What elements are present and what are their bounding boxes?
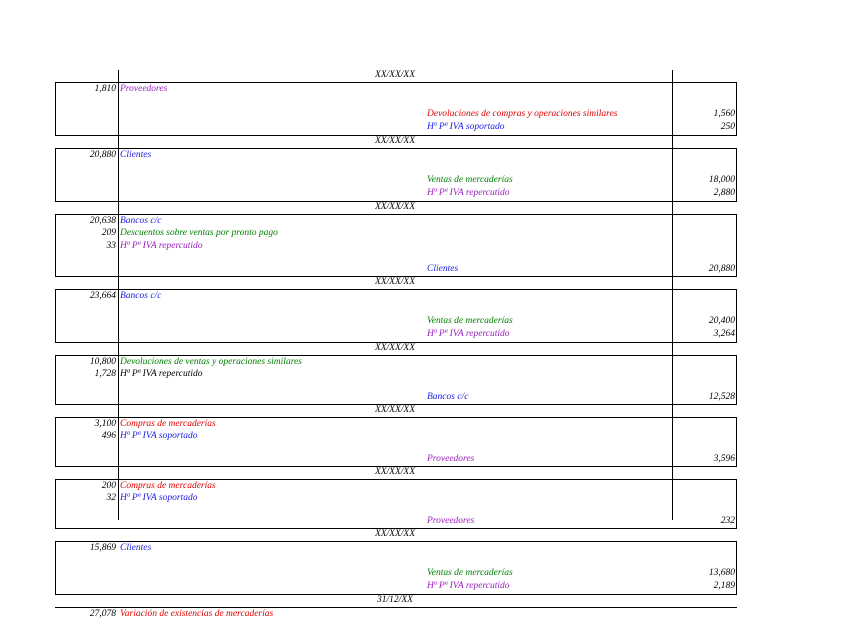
- debit-amount: 20,880: [89, 149, 116, 160]
- entry-left-edge: [55, 417, 56, 466]
- credit-line: [0, 515, 848, 527]
- debit-account: Compras de mercaderías: [120, 480, 216, 491]
- credit-line: [0, 580, 848, 592]
- debit-amount: 15,869: [89, 542, 116, 553]
- debit-line: [0, 215, 848, 227]
- debit-account: Variación de existencias de mercaderías: [120, 608, 274, 619]
- credit-line: [0, 174, 848, 186]
- credit-line: [0, 263, 848, 275]
- entry-right-edge: [736, 148, 737, 201]
- entry-right-edge: [736, 417, 737, 466]
- credit-line: [0, 108, 848, 120]
- entry-date: XX/XX/XX: [374, 202, 416, 212]
- credit-account: Proveedores: [427, 453, 475, 464]
- credit-account: Devoluciones de compras y operaciones similares: [427, 109, 618, 120]
- entry-date: XX/XX/XX: [374, 467, 416, 477]
- debit-line: [0, 368, 848, 380]
- credit-account: Clientes: [427, 263, 459, 274]
- entry-right-edge: [736, 355, 737, 404]
- debit-amount: 1,810: [94, 83, 116, 94]
- credit-amount: 3,264: [713, 329, 735, 340]
- entry-date: 31/12/XX: [377, 595, 413, 605]
- credit-line: [0, 121, 848, 133]
- debit-line: [0, 227, 848, 239]
- entry-right-edge: [736, 82, 737, 135]
- debit-account: Devoluciones de ventas y operaciones similares: [120, 356, 302, 367]
- credit-amount: 12,528: [708, 391, 735, 402]
- credit-amount: 20,400: [708, 316, 735, 327]
- debit-line: [0, 608, 848, 620]
- credit-line: [0, 567, 848, 579]
- entry-date: XX/XX/XX: [374, 136, 416, 146]
- entry-date: XX/XX/XX: [374, 405, 416, 415]
- credit-amount: 20,880: [708, 263, 735, 274]
- entry-right-edge: [736, 541, 737, 594]
- credit-account: Hª Pª IVA repercutido: [427, 188, 510, 199]
- debit-account: Proveedores: [120, 83, 168, 94]
- debit-amount: 32: [106, 493, 116, 504]
- debit-account: Hª Pª IVA soportado: [120, 431, 198, 442]
- credit-line: [0, 453, 848, 465]
- credit-amount: 18,000: [708, 175, 735, 186]
- debit-account: Hª Pª IVA repercutido: [120, 241, 203, 252]
- entry-date: XX/XX/XX: [374, 277, 416, 287]
- entry-left-edge: [55, 148, 56, 201]
- debit-line: [0, 149, 848, 161]
- credit-account: Hª Pª IVA soportado: [427, 122, 505, 133]
- debit-amount: 23,664: [89, 290, 116, 301]
- credit-amount: 2,880: [713, 188, 735, 199]
- credit-account: Hª Pª IVA repercutido: [427, 581, 510, 592]
- debit-amount: 200: [101, 480, 116, 491]
- credit-amount: 2,189: [713, 581, 735, 592]
- entry-left-edge: [55, 214, 56, 276]
- entry-right-edge: [736, 479, 737, 528]
- entry-left-edge: [55, 289, 56, 342]
- debit-amount: 209: [101, 228, 116, 239]
- entry-left-edge: [55, 355, 56, 404]
- debit-amount: 33: [106, 241, 116, 252]
- credit-amount: 250: [720, 122, 735, 133]
- debit-line: [0, 492, 848, 504]
- debit-account: Bancos c/c: [120, 215, 162, 226]
- debit-line: [0, 356, 848, 368]
- credit-account: Hª Pª IVA repercutido: [427, 329, 510, 340]
- debit-line: [0, 480, 848, 492]
- credit-account: Ventas de mercaderías: [427, 175, 513, 186]
- credit-line: [0, 187, 848, 199]
- entry-left-edge: [55, 541, 56, 594]
- credit-line: [0, 315, 848, 327]
- debit-amount: 10,800: [89, 356, 116, 367]
- credit-account: Ventas de mercaderías: [427, 568, 513, 579]
- credit-account: Bancos c/c: [427, 391, 469, 402]
- debit-line: [0, 418, 848, 430]
- debit-line: [0, 240, 848, 252]
- debit-line: [0, 83, 848, 95]
- entry-date: XX/XX/XX: [374, 70, 416, 80]
- debit-account: Hª Pª IVA soportado: [120, 493, 198, 504]
- debit-amount: 496: [101, 431, 116, 442]
- credit-line: [0, 328, 848, 340]
- credit-amount: 13,680: [708, 568, 735, 579]
- debit-column-rule: [118, 70, 119, 520]
- credit-column-rule: [672, 70, 673, 520]
- entry-left-edge: [55, 479, 56, 528]
- credit-line: [0, 391, 848, 403]
- credit-amount: 232: [720, 515, 735, 526]
- entry-left-edge: [55, 82, 56, 135]
- credit-account: Proveedores: [427, 515, 475, 526]
- debit-line: [0, 542, 848, 554]
- debit-account: Clientes: [120, 149, 152, 160]
- entry-date: XX/XX/XX: [374, 343, 416, 353]
- debit-account: Compras de mercaderías: [120, 418, 216, 429]
- credit-account: Ventas de mercaderías: [427, 316, 513, 327]
- debit-account: Bancos c/c: [120, 290, 162, 301]
- debit-amount: 1,728: [94, 369, 116, 380]
- credit-amount: 1,560: [713, 109, 735, 120]
- debit-account: Descuentos sobre ventas por pronto pago: [120, 228, 278, 239]
- debit-line: [0, 430, 848, 442]
- debit-account: Clientes: [120, 542, 152, 553]
- debit-line: [0, 290, 848, 302]
- debit-amount: 27,078: [89, 608, 116, 619]
- entry-right-edge: [736, 214, 737, 276]
- entry-right-edge: [736, 289, 737, 342]
- debit-amount: 3,100: [94, 418, 116, 429]
- debit-account: Hª Pª IVA repercutido: [120, 369, 203, 380]
- credit-amount: 3,596: [713, 453, 735, 464]
- entry-date: XX/XX/XX: [374, 529, 416, 539]
- debit-amount: 20,638: [89, 215, 116, 226]
